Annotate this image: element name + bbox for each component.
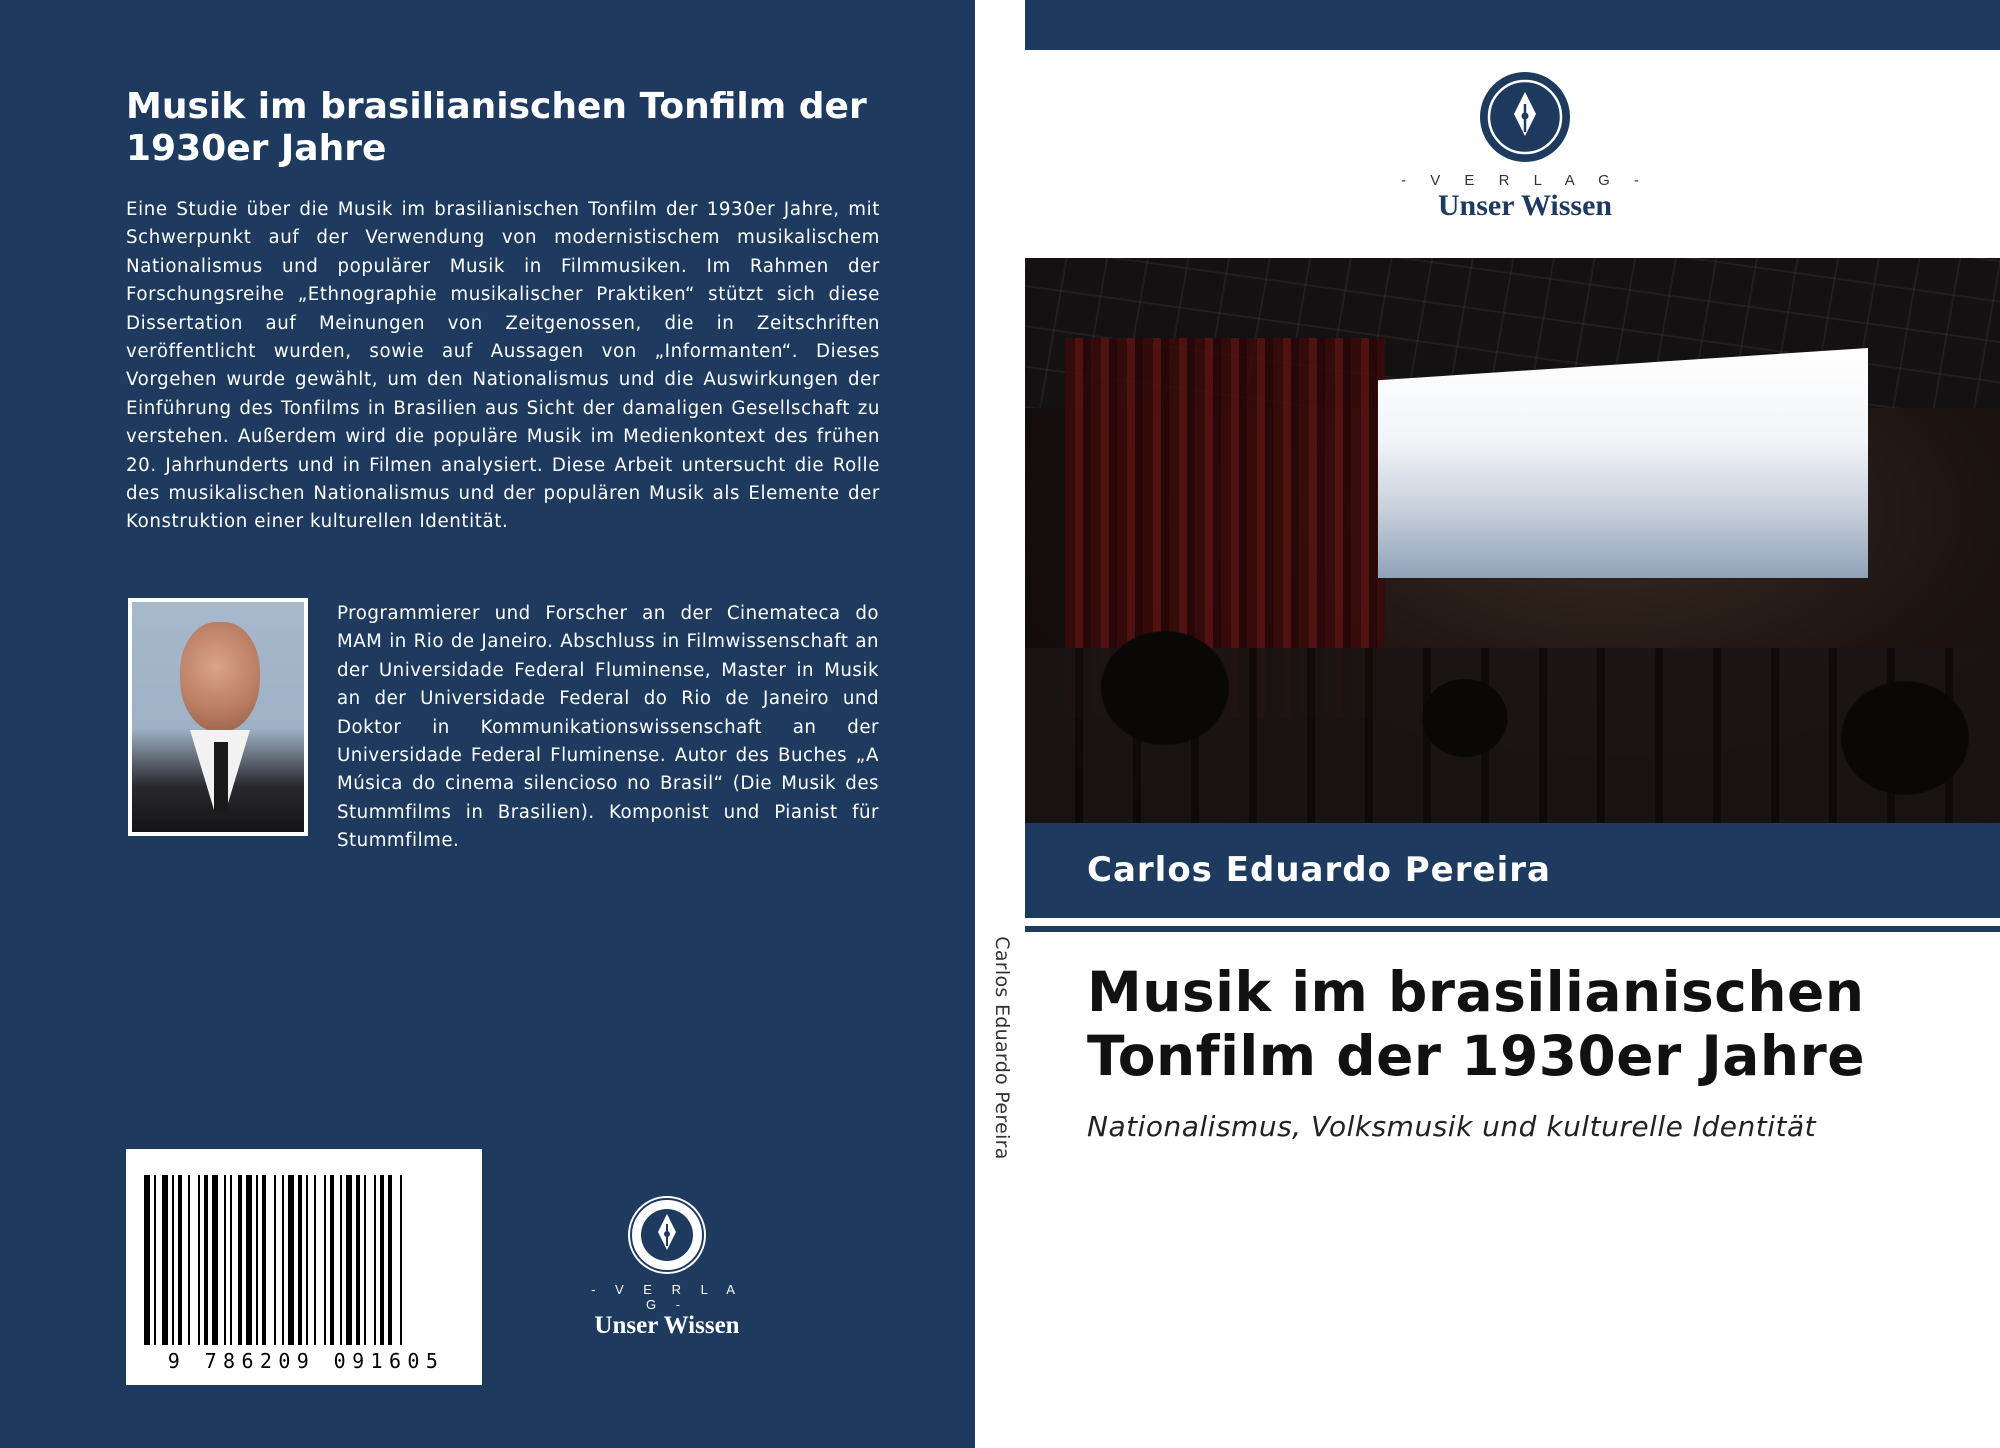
author-bio: Programmierer und Forscher an der Cinemateca do MAM in Rio de Janeiro. Abschluss in Filmwissenschaft an der Universidade Federal Fluminense, Master in Musik an der Universidade Federal do Rio de Janeiro und Doktor in Kommunikationswissenschaft an der Universidade Federal Fluminense. Autor des Buches „A Música do cinema silencioso no Brasil“ (Die Musik des Stummfilms in Brasilien). Komponist und Pianist für Stummfilme. — [337, 603, 879, 852]
author-photo — [128, 598, 308, 836]
front-cover — [1025, 0, 2000, 1448]
front-cover-subtitle: Nationalismus, Volksmusik und kulturelle Identität — [1087, 1110, 1817, 1143]
publisher-name: Unser Wissen — [1437, 189, 1613, 222]
publisher-verlag-label: - V E R L A G - — [591, 1282, 743, 1312]
fountain-pen-nib-icon — [1480, 72, 1570, 162]
publisher-logo-back — [580, 1196, 754, 1339]
isbn-barcode — [126, 1149, 482, 1385]
author-band — [1025, 823, 2000, 918]
back-cover-title: Musik im brasilianischen Tonfilm der 1930er Jahre — [126, 86, 867, 169]
spine-author: Carlos Eduardo Pereira — [991, 936, 1013, 1160]
front-top-bar — [1025, 0, 2000, 50]
publisher-logo-front — [1375, 72, 1675, 222]
isbn-number: 9 786209 091605 — [167, 1349, 445, 1373]
back-cover-description: Eine Studie über die Musik im brasilianischen Tonfilm der 1930er Jahre, mit Schwerpunkt auf der Verwendung von modernistischem musikalischem Nationalismus und populärer Musik in Filmmusiken. Im Rahmen der Forschungsreihe „Ethnographie musikalischer Praktiken“ stützt sich diese Dissertation auf Meinungen von Zeitgenossen, die in Zeitschriften veröffentlicht wurden, sowie auf Aussagen von „Informanten“. Dieses Vorgehen wurde gewählt, um den Nationalismus und die Auswirkungen der Einführung des Tonfilms in Brasilien aus Sicht der damaligen Gesellschaft zu verstehen. Außerdem wird die populäre Musik im Medienkontext des frühen 20. Jahrhunderts und in Filmen analysiert. Diese Arbeit untersucht die Rolle des musikalischen Nationalismus und der populären Musik als Elemente der Konstruktion einer kulturellen Identität. — [126, 199, 880, 533]
publisher-name: Unser Wissen — [594, 1312, 740, 1339]
front-author-name: Carlos Eduardo Pereira — [1087, 850, 1551, 890]
front-cover-title: Musik im brasilianischen Tonfilm der 1930er Jahre — [1087, 960, 1865, 1088]
divider-rule — [1025, 926, 2000, 932]
cover-photo-cinema — [1025, 258, 2000, 823]
fountain-pen-nib-icon — [628, 1196, 706, 1274]
barcode-bars — [144, 1175, 464, 1345]
spine — [975, 0, 1025, 1448]
back-cover — [0, 0, 975, 1448]
publisher-verlag-label: - V E R L A G - — [1401, 172, 1649, 189]
